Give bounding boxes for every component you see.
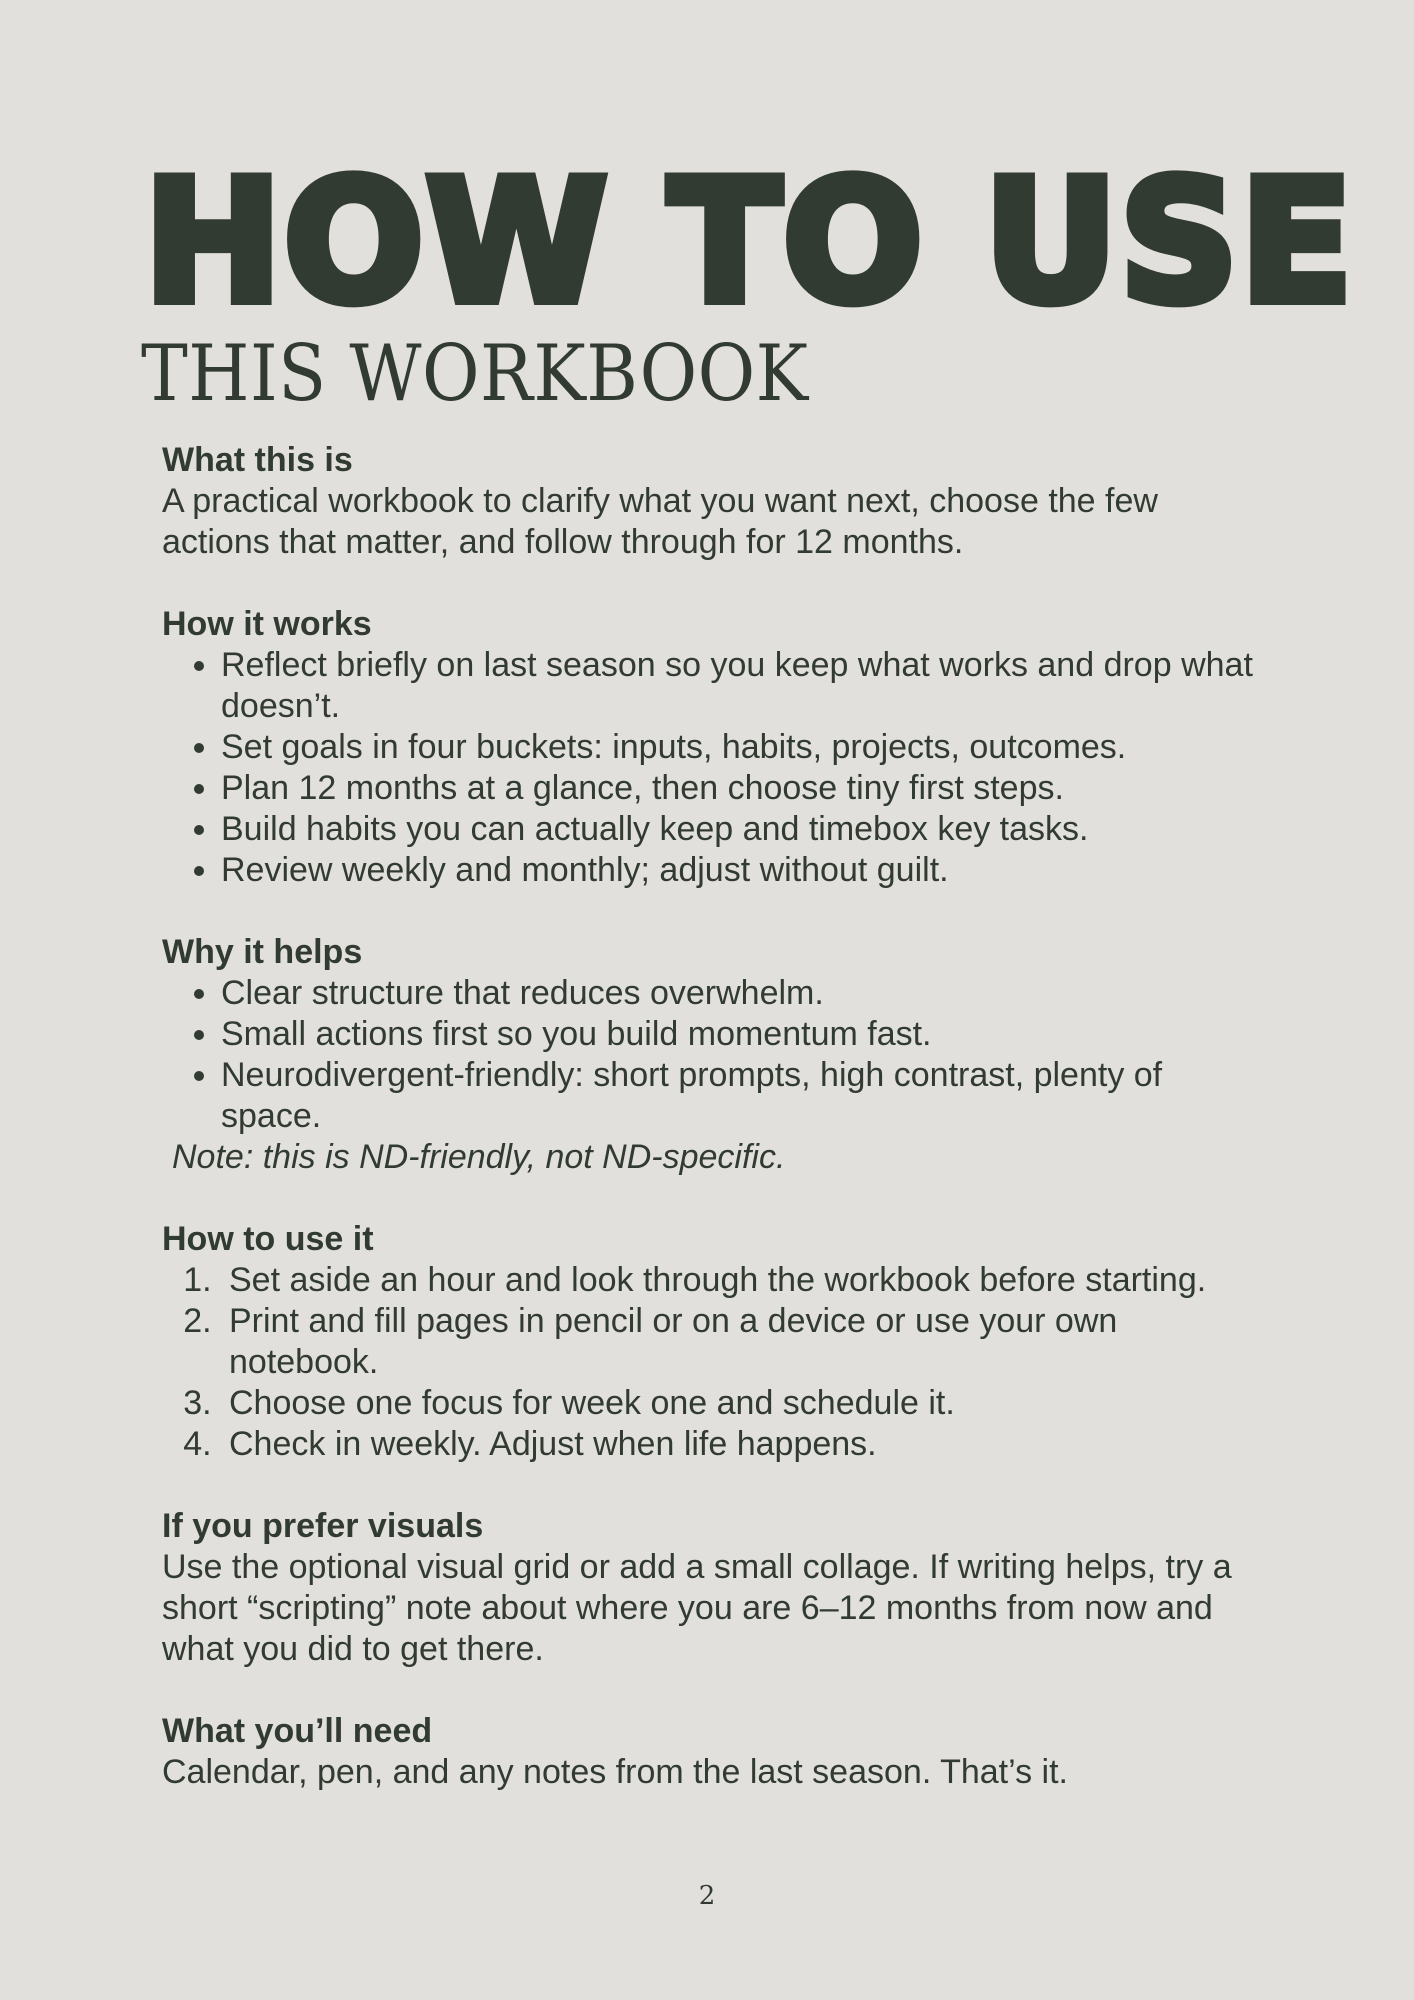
numbered-list	[162, 1260, 1262, 1465]
section-why-it-helps	[162, 932, 1262, 1178]
list-item: • Review weekly and monthly; adjust without guilt.	[221, 850, 1262, 891]
page-number: 2	[698, 1881, 716, 1911]
list-item: 1. Set aside an hour and look through the workbook before starting.	[221, 1260, 1262, 1301]
page-content	[162, 440, 1262, 1834]
section-how-it-works	[162, 604, 1262, 891]
list-item: • Reflect briefly on last season so you keep what works and drop what doesn’t.	[221, 645, 1262, 727]
section-body: Calendar, pen, and any notes from the last season. That’s it.	[162, 1753, 1068, 1791]
section-what-this-is	[162, 440, 1262, 563]
list-item: 2. Print and fill pages in pencil or on a device or use your own notebook.	[221, 1301, 1262, 1383]
list-item: • Small actions first so you build momentum fast.	[221, 1014, 1262, 1055]
section-heading: If you prefer visuals	[162, 1507, 484, 1545]
list-item: • Clear structure that reduces overwhelm.	[221, 973, 1262, 1014]
section-body: Use the optional visual grid or add a small collage. If writing helps, try a short “scripting” note about where you are 6–12 months from now and what you did to get there.	[162, 1548, 1232, 1668]
section-heading: Why it helps	[162, 933, 363, 971]
section-how-to-use-it	[162, 1219, 1262, 1465]
list-item: • Build habits you can actually keep and timebox key tasks.	[221, 809, 1262, 850]
section-what-you-need	[162, 1711, 1262, 1793]
section-visuals	[162, 1506, 1262, 1670]
list-item: 4. Check in weekly. Adjust when life happens.	[221, 1424, 1262, 1465]
section-heading: How to use it	[162, 1220, 374, 1258]
section-note: Note: this is ND-friendly, not ND-specific.	[172, 1138, 786, 1176]
section-heading: What you’ll need	[162, 1712, 433, 1750]
list-item: • Plan 12 months at a glance, then choose tiny first steps.	[221, 768, 1262, 809]
list-item: • Set goals in four buckets: inputs, habits, projects, outcomes.	[221, 727, 1262, 768]
page-title: HOW TO USE	[144, 144, 1355, 340]
section-heading: What this is	[162, 441, 353, 479]
section-heading: How it works	[162, 605, 372, 643]
bullet-list	[162, 973, 1262, 1137]
list-item: 3. Choose one focus for week one and schedule it.	[221, 1383, 1262, 1424]
section-body: A practical workbook to clarify what you want next, choose the few actions that matter, and follow through for 12 months.	[162, 482, 1158, 561]
list-item: • Neurodivergent-friendly: short prompts, high contrast, plenty of space.	[221, 1055, 1262, 1137]
page-subtitle: THIS WORKBOOK	[141, 329, 809, 419]
bullet-list	[162, 645, 1262, 891]
